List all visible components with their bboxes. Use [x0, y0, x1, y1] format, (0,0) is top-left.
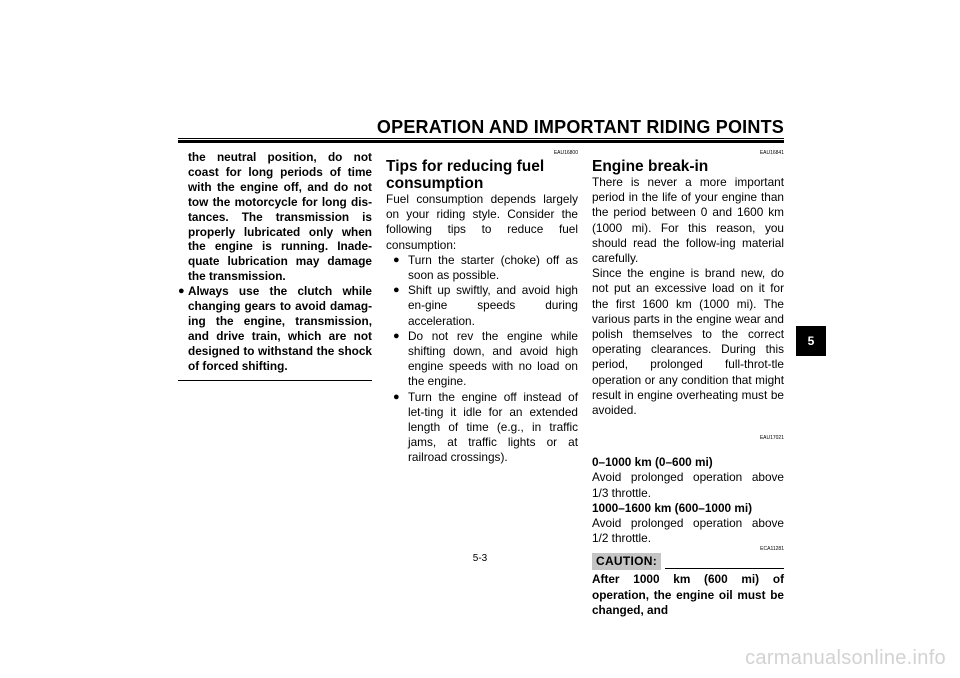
range-2-text: Avoid prolonged operation above 1/2 throttle.	[592, 516, 784, 546]
section-code: ECA11281	[760, 546, 784, 553]
caution-rule	[665, 568, 784, 569]
fuel-tips-list	[386, 253, 578, 466]
warning-end-rule	[178, 380, 372, 381]
page-number: 5-3	[472, 553, 488, 564]
range-2-title: 1000–1600 km (600–1000 mi)	[592, 500, 753, 515]
bullet-icon: ●	[393, 390, 400, 403]
section-heading-break-in: Engine break-in	[592, 158, 709, 175]
bullet-icon: ●	[393, 284, 400, 297]
bullet-icon: ●	[393, 329, 400, 342]
list-item	[386, 390, 578, 466]
heading-line-2: consumption	[386, 175, 484, 192]
column-3	[592, 150, 784, 618]
list-item	[386, 253, 578, 283]
header-rule-thick	[178, 140, 784, 143]
list-item	[386, 329, 578, 390]
header-rule	[178, 138, 784, 139]
page-header-title: OPERATION AND IMPORTANT RIDING POINTS	[376, 117, 784, 137]
column-2	[386, 150, 578, 466]
caution-badge: CAUTION:	[592, 553, 661, 570]
range-1-title: 0–1000 km (0–600 mi)	[592, 455, 713, 470]
caution-text: After 1000 km (600 mi) of operation, the engine oil must be changed, and	[592, 572, 784, 617]
section-heading-fuel	[386, 158, 578, 192]
section-code: EAU16841	[759, 150, 784, 156]
heading-line-1: Tips for reducing fuel	[386, 158, 545, 175]
tip-text: Shift up swiftly, and avoid high en-gine speeds during acceleration.	[408, 283, 578, 328]
column-1	[178, 150, 372, 381]
bullet-icon: ●	[178, 285, 185, 298]
section-code: EAU16800	[553, 150, 578, 156]
warning-bullet	[178, 284, 372, 373]
list-item	[386, 283, 578, 329]
warning-bullet-text: Always use the clutch while changing gears to avoid damag-ing the engine, transmission, and drive train, which are not designed to withstand the shock of forced shifting.	[188, 284, 372, 373]
tip-text: Do not rev the engine while shifting down, and avoid high engine speeds with no load on the engine.	[408, 328, 578, 389]
bullet-icon: ●	[393, 253, 400, 266]
section-code: EAU17021	[759, 435, 784, 442]
tip-text: Turn the starter (choke) off as soon as possible.	[408, 252, 578, 283]
range-1-text: Avoid prolonged operation above 1/3 throttle.	[592, 470, 784, 500]
fuel-intro: Fuel consumption depends largely on your riding style. Consider the following tips to reduce fuel consumption:	[386, 192, 578, 252]
break-in-para-2: Since the engine is brand new, do not put an excessive load on it for the first 1600 km (1000 mi). The various parts in the engine wear and polish themselves to the correct operating clearances. During this period, prolonged full-throt-tle operation or any condition that might result in engine overheating must be avoided.	[592, 266, 784, 418]
tip-text: Turn the engine off instead of let-ting it idle for an extended length of time (e.g., in traffic jams, at traffic lights or at railroad crossings).	[408, 389, 578, 465]
break-in-para-1: There is never a more important period in the life of your engine than the period between 0 and 1600 km (1000 mi). For this reason, you should read the follow-ing material carefully.	[592, 175, 784, 266]
chapter-tab: 5	[796, 326, 826, 356]
warning-continuation: the neutral position, do not coast for long periods of time with the engine off, and do not tow the motorcycle for long dis-tances. The transmission is properly lubricated only when the engine is running. Inade-quate lubrication may damage the transmission.	[188, 150, 372, 284]
watermark: carmanualsonline.info	[745, 647, 946, 669]
